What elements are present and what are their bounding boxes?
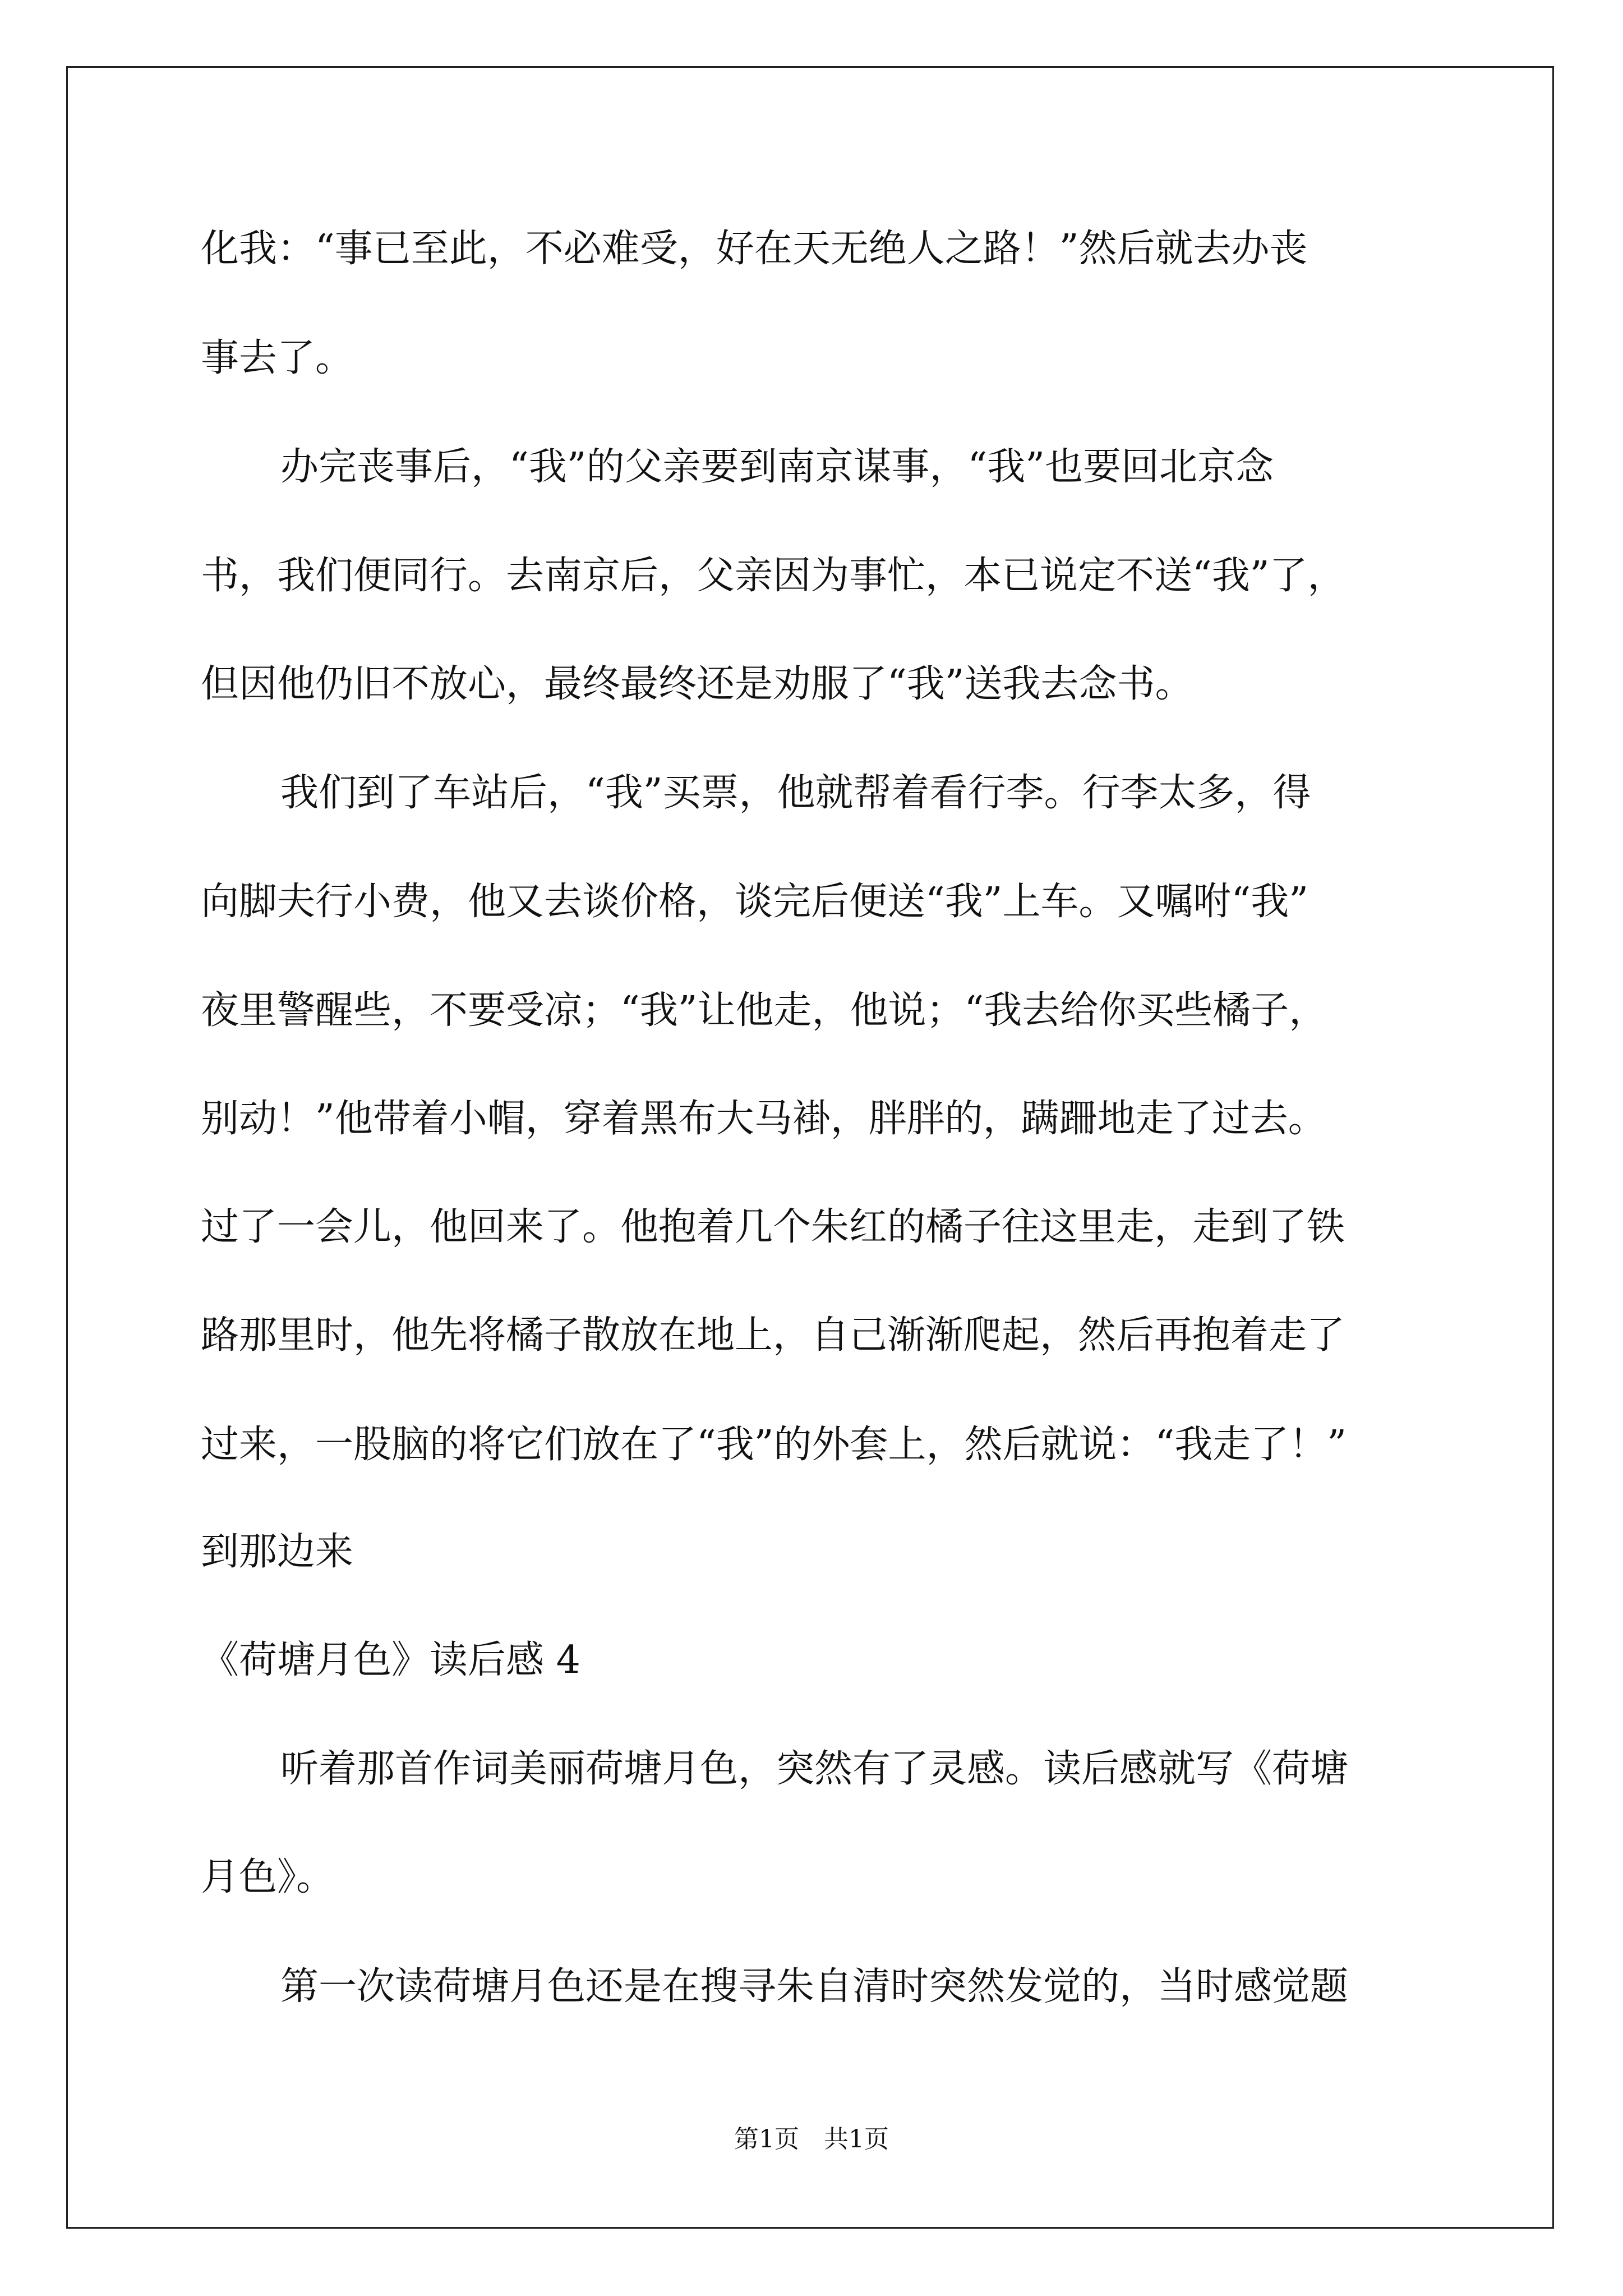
text-line-7: 向脚夫行小费，他又去谈价格，谈完后便送“我”上车。又嘱咐“我” xyxy=(201,880,1309,924)
text-line-17: 第一次读荷塘月色还是在搜寻朱自清时突然发觉的，当时感觉题 xyxy=(280,1964,1349,2009)
text-line-9: 别动！”他带着小帽，穿着黑布大马褂，胖胖的，蹒跚地走了过去。 xyxy=(201,1097,1326,1141)
text-line-16: 月色》。 xyxy=(201,1855,335,1899)
text-line-12: 过来，一股脑的将它们放在了“我”的外套上，然后就说：“我走了！” xyxy=(201,1423,1347,1467)
text-line-10: 过了一会儿，他回来了。他抱着几个朱红的橘子往这里走，走到了铁 xyxy=(201,1205,1345,1249)
text-line-1: 化我：“事已至此，不必难受，好在天无绝人之路！”然后就去办丧 xyxy=(201,227,1308,271)
text-line-4: 书，我们便同行。去南京后，父亲因为事忙，本已说定不送“我”了， xyxy=(201,554,1346,598)
text-line-15: 听着那首作词美丽荷塘月色，突然有了灵感。读后感就写《荷塘 xyxy=(280,1747,1349,1791)
section-heading: 《荷塘月色》读后感 4 xyxy=(201,1638,580,1682)
text-line-6: 我们到了车站后，“我”买票，他就帮着看行李。行李太多，得 xyxy=(280,771,1311,815)
text-line-3: 办完丧事后，“我”的父亲要到南京谋事，“我”也要回北京念 xyxy=(280,445,1274,489)
text-line-11: 路那里时，他先将橘子散放在地上，自己渐渐爬起，然后再抱着走了 xyxy=(201,1313,1345,1358)
text-line-2: 事去了。 xyxy=(201,336,354,380)
page-footer: 第1页 共1页 xyxy=(734,2125,889,2154)
text-line-8: 夜里警醒些，不要受凉；“我”让他走，他说；“我去给你买些橘子， xyxy=(201,988,1327,1033)
page-border xyxy=(66,66,1554,2229)
text-line-13: 到那边来 xyxy=(201,1530,354,1574)
text-line-5: 但因他仍旧不放心，最终最终还是劝服了“我”送我去念书。 xyxy=(201,662,1193,706)
